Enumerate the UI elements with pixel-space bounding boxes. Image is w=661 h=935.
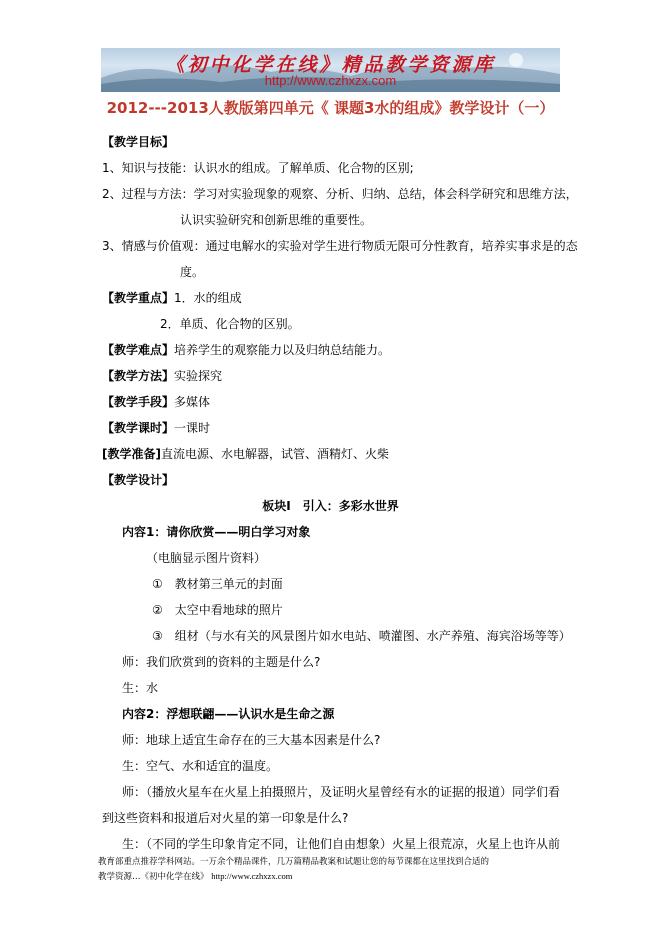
teacher-question-3: 师：（播放火星车在火星上拍摄照片，及证明火星曾经有水的证据的报道）同学们看 bbox=[122, 785, 561, 799]
footer-url[interactable]: http://www.czhxzx.com bbox=[211, 871, 293, 881]
goals-header: 【教学目标】 bbox=[102, 135, 175, 149]
footer-line-1: 教育部重点推荐学科网站。一万余个精品课件，几万篇精品教案和试题让您的每节课都在这里找到合适的 bbox=[98, 857, 490, 867]
footer-line-2 bbox=[98, 869, 568, 884]
preparation-label: [教学准备] bbox=[102, 447, 161, 461]
student-answer-2: 生：空气、水和适宜的温度。 bbox=[122, 759, 279, 773]
image-item-1: ① 教材第三单元的封面 bbox=[152, 577, 283, 591]
block-title: 板块Ⅰ 引入：多彩水世界 bbox=[262, 499, 399, 513]
content-1-heading: 内容1：请你欣赏——明白学习对象 bbox=[122, 525, 311, 539]
key-points-line bbox=[102, 290, 242, 306]
teacher-question-3-continued: 到这些资料和报道后对火星的第一印象是什么? bbox=[102, 811, 349, 825]
goal-2-continued: 认识实验研究和创新思维的重要性。 bbox=[180, 213, 373, 227]
hours-text: 一课时 bbox=[174, 421, 211, 435]
method-label: 【教学方法】 bbox=[102, 369, 175, 383]
image-item-3: ③ 组材（与水有关的风景图片如水电站、喷灌图、水产养殖、海宾浴场等等） bbox=[152, 629, 571, 643]
means-text: 多媒体 bbox=[174, 395, 211, 409]
means-label: 【教学手段】 bbox=[102, 395, 175, 409]
teacher-question-2: 师：地球上适宜生命存在的三大基本因素是什么? bbox=[122, 733, 381, 747]
footer-note bbox=[98, 855, 568, 884]
difficulty-label: 【教学难点】 bbox=[102, 343, 175, 357]
document-title: 2012---2013人教版第四单元《 课题3水的组成》教学设计（一） bbox=[106, 99, 555, 117]
preparation-text: 直流电源、水电解器，试管、酒精灯、火柴 bbox=[160, 447, 389, 461]
student-answer-3: 生：（不同的学生印象肯定不同，让他们自由想象）火星上很荒凉，火星上也许从前 bbox=[122, 837, 561, 851]
banner-url[interactable]: http://www.czhxzx.com bbox=[264, 73, 397, 88]
student-answer-1: 生：水 bbox=[122, 681, 159, 695]
difficulty-line bbox=[102, 342, 390, 358]
method-text: 实验探究 bbox=[174, 369, 223, 383]
difficulty-text: 培养学生的观察能力以及归纳总结能力。 bbox=[174, 343, 391, 357]
key-point-1: 1．水的组成 bbox=[174, 291, 242, 305]
header-banner bbox=[101, 48, 560, 92]
hours-label: 【教学课时】 bbox=[102, 421, 175, 435]
method-line bbox=[102, 368, 222, 384]
preparation-line bbox=[102, 446, 389, 462]
computer-display-note: （电脑显示图片资料） bbox=[146, 551, 267, 565]
goal-2: 2、过程与方法：学习对实验现象的观察、分析、归纳、总结，体会科学研究和思维方法， bbox=[102, 187, 578, 201]
design-header: 【教学设计】 bbox=[102, 473, 175, 487]
footer-site-name: 教学资源…《初中化学在线》 bbox=[98, 872, 209, 882]
goal-3-continued: 度。 bbox=[180, 265, 205, 279]
banner-title: 《初中化学在线》精品教学资源库 bbox=[165, 54, 496, 76]
image-item-2: ② 太空中看地球的照片 bbox=[152, 603, 283, 617]
goal-3: 3、情感与价值观：通过电解水的实验对学生进行物质无限可分性教育，培养实事求是的态 bbox=[102, 239, 578, 253]
content-2-heading: 内容2：浮想联翩——认识水是生命之源 bbox=[122, 707, 335, 721]
goal-1: 1、知识与技能：认识水的组成。了解单质、化合物的区别; bbox=[102, 161, 414, 175]
key-point-2: 2．单质、化合物的区别。 bbox=[160, 317, 300, 331]
teacher-question-1: 师：我们欣赏到的资料的主题是什么? bbox=[122, 655, 321, 669]
means-line bbox=[102, 394, 210, 410]
hours-line bbox=[102, 420, 210, 436]
key-points-label: 【教学重点】 bbox=[102, 291, 175, 305]
